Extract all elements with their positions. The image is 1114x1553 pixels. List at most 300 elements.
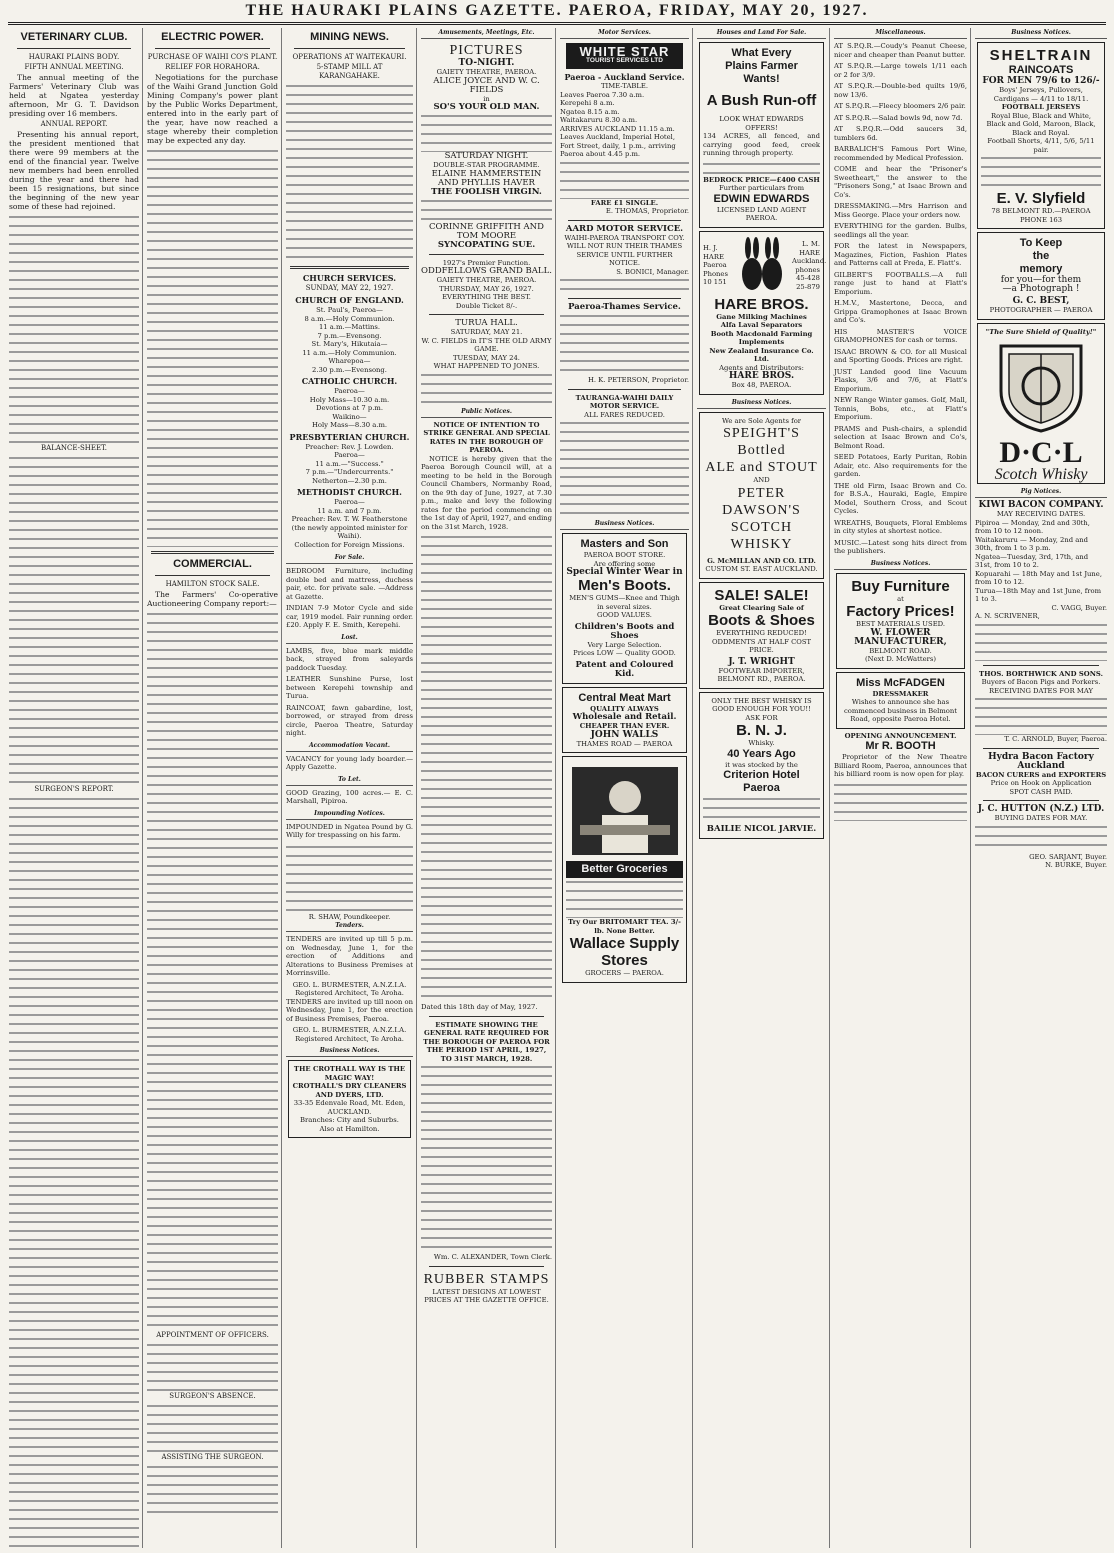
ad-line: PETER DAWSON'S	[722, 485, 801, 518]
ad-line: Paeroa	[743, 782, 780, 794]
central-meat-ad	[562, 687, 687, 754]
misc-ad-item: JUST Landed good line Vacuum Flasks, 3/6 and 7/6, at Flatt's Emporium.	[834, 367, 967, 393]
body-text-block	[975, 823, 1107, 853]
body-text-block	[9, 795, 139, 1548]
misc-ad-item: MUSIC.—Latest song hits direct from the publishers.	[834, 538, 967, 555]
ad-line: DRESSMAKER	[872, 689, 929, 698]
misc-ad-item: DRESSMAKING.—Mrs Harrison and Miss George. Place your orders now.	[834, 202, 967, 219]
church-line: 7 p.m.—"Undercurrents."	[305, 468, 394, 476]
ad-line: JOHN WALLS	[590, 729, 659, 740]
film-stars: ALICE JOYCE AND W. C. FIELDS	[433, 75, 540, 95]
article-text: Presenting his annual report, the president mentioned that there were 99 members at the end of the financial year. Twelve new members had been enrolled during the year and there had been 15 resignations, but since the beginning of the new year some of these had rejoined.	[9, 130, 139, 211]
wallace-ad	[562, 756, 687, 983]
ad-line: (Next D. McWatters)	[865, 655, 936, 663]
ad-line: SPEIGHT'S	[723, 426, 800, 441]
subhead: ANNUAL REPORT.	[40, 120, 108, 128]
ad-line: LOOK WHAT EDWARDS OFFERS!	[719, 115, 804, 132]
misc-ad-item: AT S.P.Q.R.—Salad bowls 9d, now 7d.	[834, 113, 963, 122]
saturday-night: SATURDAY NIGHT.	[444, 151, 529, 161]
ad-line: memory	[1019, 263, 1063, 275]
misc-ad-item: WREATHS, Bouquets, Floral Emblems in city styles at shortest notice.	[834, 518, 967, 535]
church-services-title: CHURCH SERVICES.	[302, 273, 397, 283]
church-line: Paeroa—	[334, 451, 365, 459]
buyer: A. N. SCRIVENER,	[975, 612, 1040, 620]
ad-title: A Bush Run-off	[706, 92, 817, 109]
ad-line: Box 48, PAEROA.	[731, 381, 792, 389]
ad-line: SCOTCH WHISKY	[730, 519, 793, 552]
body-text-block	[286, 843, 413, 913]
spot-cash: SPOT CASH PAID.	[1009, 787, 1073, 796]
church-line: Holy Mass—8.30 a.m.	[311, 421, 388, 429]
subhead: APPOINTMENT OF OFFICERS.	[156, 1331, 269, 1339]
misc-ad-item: AT S.P.Q.R.—Large towels 1/11 each or 2 for 3/9.	[834, 62, 967, 79]
ad-line: PHONE 163	[1019, 215, 1063, 224]
section-heading: Tenders.	[286, 921, 413, 932]
column-divider	[555, 28, 556, 1548]
ad-line: Wants!	[743, 73, 780, 85]
ad-line: the	[1032, 250, 1050, 262]
ad-line: Prices LOW — Quality GOOD.	[573, 649, 676, 657]
ad-line: BELMONT ROAD.	[869, 646, 932, 655]
column-divider	[142, 28, 143, 1548]
aard-sub: WAIHI-PAEROA TRANSPORT COY.	[564, 233, 685, 242]
subhead: HAURAKI PLAINS BODY.	[28, 53, 120, 61]
film-title: SO'S YOUR OLD MAN.	[433, 102, 540, 112]
misc-ad-item: BARBALICH'S Famous Port Wine, recommended by Medical Profession.	[834, 145, 967, 162]
body-text-block	[560, 419, 689, 519]
ad-line: EVERYTHING REDUCED!	[716, 629, 807, 637]
shield-icon	[991, 336, 1091, 436]
body-text-block	[421, 1063, 552, 1253]
hare-bros-ad	[699, 231, 827, 395]
edwards-ad	[699, 42, 824, 228]
ad-line: Very Large Selection.	[587, 640, 662, 649]
misc-ad-item: H.M.V., Mastertone, Decca, and Grippa Gramophones at Isaac Brown and Co's.	[834, 299, 967, 324]
ad-line: Children's Boots and Shoes	[574, 621, 675, 641]
ad-line: Booth Macdonald Farming Implements	[710, 329, 813, 346]
double-star: DOUBLE-STAR PROGRAMME.	[433, 161, 540, 169]
headline-electric: ELECTRIC POWER.	[161, 31, 264, 43]
proprietor: E. THOMAS, Proprietor.	[605, 207, 689, 215]
ad-line: J. T. WRIGHT	[728, 656, 795, 667]
ad-line: E. V. Slyfield	[996, 190, 1086, 207]
church-heading: PRESBYTERIAN CHURCH.	[289, 431, 410, 442]
subhead: HAMILTON STOCK SALE.	[165, 580, 260, 588]
kiwi-line: Ngatea—Tuesday, 3rd, 17th, and 31st, from 10 to 2.	[975, 552, 1089, 569]
subhead: BALANCE-SHEET.	[41, 444, 107, 452]
subhead: RELIEF FOR HORAHORA.	[165, 63, 260, 71]
ad-line: To Keep	[1019, 237, 1063, 249]
ad-line: New Zealand Insurance Co. Ltd.	[709, 346, 814, 363]
ad-line: Wishes to announce she has commenced business in Belmont Road, opposite Paeroa Hotel.	[843, 698, 957, 723]
ad-line: ODDMENTS AT HALF COST PRICE.	[711, 637, 812, 654]
masters-ad	[562, 533, 687, 684]
ad-title: Central Meat Mart	[578, 691, 671, 704]
misc-ad-item: GILBERT'S FOOTBALLS.—A full range just to hand at Flatt's Emporium.	[834, 270, 967, 296]
section-heading: Impounding Notices.	[286, 809, 413, 820]
ad-line: W. FLOWER	[870, 627, 931, 638]
ad-title: HARE BROS.	[714, 295, 809, 313]
section-heading: Motor Services.	[560, 28, 689, 39]
ad-line: BAILIE NICOL JARVIE.	[706, 824, 817, 834]
church-line: 11 a.m. and 7 p.m.	[317, 506, 382, 515]
ad-line: Wholesale and Retail.	[572, 712, 677, 722]
subhead: PURCHASE OF WAIHI CO'S PLANT.	[147, 53, 278, 61]
headline-commercial: COMMERCIAL.	[173, 558, 252, 570]
fare: FARE £1 SINGLE.	[590, 198, 659, 207]
ad-line: Scotch Whisky	[994, 466, 1088, 483]
turua-hall: TURUA HALL.	[455, 318, 518, 328]
ad-line: ONLY THE BEST WHISKY IS GOOD ENOUGH FOR YOU!!	[711, 696, 812, 713]
ball-theatre: GAIETY THEATRE, PAEROA.	[436, 276, 537, 284]
hutton-title: J. C. HUTTON (N.Z.) LTD.	[977, 804, 1105, 814]
ad-branches: Branches: City and Suburbs. Also at Hamilton.	[300, 1116, 399, 1133]
film-title: SYNCOPATING SUE.	[437, 239, 536, 250]
church-line: Paeroa—	[334, 498, 365, 506]
body-text-block	[421, 533, 552, 1003]
church-line: 11 a.m.—"Success."	[315, 459, 384, 468]
column-divider	[829, 28, 830, 1548]
section-heading: Lost.	[286, 633, 413, 644]
section-heading: For Sale.	[286, 553, 413, 564]
ad-line: RAINCOATS	[1008, 64, 1074, 76]
ad-title: B. N. J.	[736, 722, 787, 739]
timetable-line: Ngatea 8.15 a.m.	[560, 107, 620, 116]
church-line: Holy Mass—10.30 a.m.	[309, 395, 390, 404]
ad-title: THE CROTHALL WAY IS THE MAGIC WAY!	[293, 1065, 406, 1082]
ball-title: ODDFELLOWS GRAND BALL.	[421, 266, 552, 276]
kiwi-line: Kopuarahi — 18th May and 1st June, from 10 to 12.	[975, 569, 1102, 586]
column-business	[972, 28, 1110, 1548]
tw-title: TAURANGA-WAIHI DAILY MOTOR SERVICE.	[575, 393, 674, 410]
church-heading: CATHOLIC CHURCH.	[301, 376, 398, 386]
premiere: 1927's Premier Function.	[442, 258, 531, 267]
price-hook: Price on Hook on Application	[990, 779, 1092, 787]
ad-line: BEST MATERIALS USED.	[855, 620, 946, 628]
church-line: 7 p.m.—Evensong.	[317, 331, 382, 340]
body-text-block	[703, 160, 820, 176]
ad-line: LICENSED LAND AGENT PAEROA.	[716, 205, 807, 222]
body-text-block	[9, 454, 139, 784]
ad-sub: PAEROA BOOT STORE.	[583, 551, 666, 559]
ad-line: AND	[753, 476, 770, 484]
town-clerk: Wm. C. ALEXANDER, Town Clerk.	[433, 1253, 552, 1261]
classified-ad: IMPOUNDED in Ngatea Pound by G. Willy for trespassing on his farm.	[286, 822, 413, 839]
classified-ad: LEATHER Sunshine Purse, lost between Kerepehi township and Turua.	[286, 675, 413, 700]
church-line: 11 a.m.—Holy Communion.	[302, 348, 397, 357]
ad-line: Criterion Hotel	[723, 769, 800, 781]
body-text-block	[147, 1402, 278, 1452]
slyfield-ad	[977, 42, 1105, 229]
grocer-illustration	[570, 765, 680, 857]
kiwi-line: Waitakaruru — Monday, 2nd and 30th, from 1 to 3 p.m.	[975, 535, 1089, 552]
masthead: THE HAURAKI PLAINS GAZETTE. PAEROA, FRIDAY, MAY 20, 1927.	[245, 2, 869, 19]
ad-line: Plains Farmer	[725, 60, 798, 72]
church-line: Wharepoa—	[328, 357, 371, 365]
body-text-block	[834, 781, 967, 821]
ad-line: Are offering some	[593, 559, 656, 568]
column-misc	[831, 28, 970, 1548]
subhead: OPERATIONS AT WAITEKAURI.	[292, 53, 407, 61]
buyer: T. C. ARNOLD, Buyer, Paeroa.	[1004, 735, 1107, 743]
column-electric	[144, 28, 281, 1548]
hare-icon	[732, 236, 792, 296]
body-text-block	[981, 154, 1101, 190]
church-heading: METHODIST CHURCH.	[297, 487, 402, 497]
signature: GEO. L. BURMESTER, A.N.Z.I.A. Registered Architect, Te Aroha.	[292, 1026, 407, 1043]
misc-ad-item: ISAAC BROWN & CO. for all Musical and Sporting Goods. Prices are right.	[834, 347, 967, 364]
headline-mining: MINING NEWS.	[310, 31, 389, 43]
signature: R. SHAW, Poundkeeper.	[308, 912, 391, 921]
misc-ad-item: PRAMS and Push-chairs, a splendid selection at Isaac Brown and Co's, Belmont Road.	[834, 424, 967, 450]
church-line: St. Mary's, Hikutaia—	[311, 340, 388, 348]
buyer: N. BURKE, Buyer.	[1045, 861, 1107, 869]
church-line: 8 a.m.—Holy Communion.	[304, 314, 395, 323]
wright-ad	[699, 582, 824, 689]
mcmillan-ad	[699, 412, 824, 579]
ad-line: GOOD VALUES.	[597, 611, 652, 619]
section-heading: Miscellaneous.	[834, 28, 967, 39]
section-heading: Business Notices.	[834, 559, 967, 570]
classified-ad: INDIAN 7-9 Motor Cycle and side car, 1919 model. Fair running order. £20. Apply F. E. Smith, Kerepehi.	[286, 604, 413, 629]
column-divider	[692, 28, 693, 1548]
section-heading: Public Notices.	[421, 407, 552, 418]
church-line: 2.30 p.m.—Evensong.	[312, 365, 387, 374]
estimate-title: ESTIMATE SHOWING THE GENERAL RATE REQUIRED FOR THE BOROUGH OF PAEROA FOR THE PERIOD 1ST APRIL, 1927, TO 31ST MARCH, 1928.	[423, 1020, 550, 1063]
ad-line: Alfa Laval Separators	[720, 321, 803, 329]
hydra-title: Hydra Bacon Factory Auckland	[988, 751, 1094, 771]
ad-title: D·C·L	[999, 436, 1083, 469]
column-divider	[416, 28, 417, 1548]
section-heading: Business Notices.	[560, 519, 689, 530]
church-line: Collection for Foreign Missions.	[294, 540, 405, 549]
ad-line: Men's Boots.	[578, 577, 671, 594]
theatre-name: GAIETY THEATRE, PAEROA.	[436, 68, 537, 76]
body-text-block	[147, 610, 278, 1330]
ad-line: G. McMILLAN AND CO. LTD.	[707, 556, 816, 565]
ad-line: 40 Years Ago	[727, 747, 796, 760]
pt-title: Paeroa-Thames Service.	[568, 302, 681, 312]
kiwi-line: Turua—18th May and 1st June, from 1 to 3.	[975, 586, 1102, 603]
classified-ad: RAINCOAT, fawn gabardine, lost, borrowed, or strayed from dress circle, Paeroa Theatre, Saturday night.	[286, 703, 413, 737]
section-heading: Business Notices.	[975, 28, 1107, 39]
ad-line: Bottled	[737, 443, 786, 458]
service-title: Paeroa - Auckland Service.	[564, 72, 685, 82]
classified-ad: VACANCY for young lady boarder.—Apply Gazette.	[286, 754, 413, 771]
body-text-block	[421, 112, 552, 152]
ad-address: 33-35 Edenvale Road, Mt. Eden, AUCKLAND.	[293, 1099, 406, 1116]
film-in: in	[483, 94, 490, 103]
misc-ad-item: HIS MASTER'S VOICE GRAMOPHONES for cash or terms.	[834, 327, 967, 344]
crothall-ad	[288, 1060, 411, 1138]
church-line: Paeroa—	[334, 387, 365, 395]
column-mining	[283, 28, 416, 1548]
turua-film: WHAT HAPPENED TO JONES.	[433, 362, 540, 370]
ad-line: Special Winter Wear in	[566, 567, 683, 577]
film-stars: CORINNE GRIFFITH AND TOM MOORE	[429, 221, 544, 241]
classified-ad: GOOD Grazing, 100 acres.— E. C. Marshall, Pipiroa.	[286, 788, 413, 805]
buyer: C. VAGG, Buyer.	[1051, 603, 1107, 612]
classified-ad: TENDERS are invited up till noon on Wednesday, June 1, for the erection of Business Premises, Paeroa.	[286, 997, 413, 1023]
section-heading: Pig Notices.	[975, 487, 1107, 498]
notice-text: NOTICE is hereby given that the Paeroa Borough Council will, at a meeting to be held in the Borough Council Chambers, Normanby Road, on the 9th day of June, 1927, at 7.30 p.m., make and levy the following rates for the period commencing on the 1st day of April, 1927, and ending on the 31st March, 1928.	[421, 454, 552, 531]
misc-list	[834, 42, 967, 556]
booth-text: Proprietor of the New Theatre Billiard Room, Paeroa, announces that his billiard room is now open for play.	[834, 753, 967, 778]
column-divider	[970, 28, 971, 1548]
body-text-block	[147, 1463, 278, 1513]
ad-title: Miss McFADGEN	[856, 676, 945, 689]
misc-ad-item: AT S.P.Q.R.—Fleecy bloomers 2/6 pair.	[834, 102, 966, 110]
notice-title: NOTICE OF INTENTION TO STRIKE GENERAL AND SPECIAL RATES IN THE BOROUGH OF PAEROA.	[423, 420, 550, 454]
classified-ad: BEDROOM Furniture, including double bed and mattress, duchess pair, etc. for private sale. —Address at Gazette.	[286, 567, 413, 601]
subhead: SURGEON'S ABSENCE.	[169, 1392, 256, 1400]
misc-ad-item: COME and hear the "Prisoner's Sweetheart," the answer to the "Prisoners Song," at Isaac Brown and Co's.	[834, 165, 967, 199]
film-title: THE FOOLISH VIRGIN.	[431, 186, 542, 197]
article-text: Negotiations for the purchase of the Waihi Grand Junction Gold Mining Company's power plant by the Public Works Department, entered into in the early part of the year, have now reached a stage whereby their completion may be expected any day.	[147, 73, 278, 145]
rubber-sub: LATEST DESIGNS AT LOWEST PRICES AT THE GAZETTE OFFICE.	[424, 1287, 549, 1304]
receiving-dates: RECEIVING DATES FOR MAY	[988, 686, 1093, 695]
body-text-block	[560, 276, 689, 294]
ad-line: EDWIN EDWARDS	[713, 192, 810, 205]
ad-line: Factory Prices!	[846, 603, 955, 620]
ad-line: G. C. BEST,	[1012, 296, 1070, 306]
ad-line: FOOTBALL JERSEYS	[1001, 103, 1081, 111]
ad-line: MANUFACTURER,	[854, 636, 947, 647]
timetable-line: Kerepehi 8 a.m.	[560, 99, 615, 107]
body-text-block	[421, 371, 552, 407]
column-divider	[281, 28, 282, 1548]
timetable-line: Leaves Auckland, Imperial Hotel, Fort Street, daily, 1 p.m., arriving Paeroa about 4.45 p.m.	[560, 133, 676, 158]
body-text-block	[421, 197, 552, 223]
classified-ad: TENDERS are invited up till 5 p.m. on Wednesday, June 1, for the erection of Additions and Alterations to Business Premises at Morrinsville.	[286, 935, 413, 977]
church-line: Devotions at 7 p.m.	[316, 404, 383, 412]
misc-ad-item: SEED Potatoes, Early Puritan, Robin Adair, etc. Also requirements for the garden.	[834, 453, 967, 478]
subhead: 5-STAMP MILL AT KARANGAHAKE.	[316, 63, 383, 80]
article-text: The Farmers' Co-operative Auctioneering Company report:—	[147, 590, 278, 608]
church-line: Netherton—2.30 p.m.	[312, 476, 387, 485]
ad-line: at	[897, 594, 904, 603]
ad-line: FOR MEN 79/6 to 126/-	[982, 76, 1100, 86]
ad-line: PHOTOGRAPHER — PAEROA	[989, 306, 1093, 314]
tonight: TO-NIGHT.	[458, 58, 515, 68]
body-text-block	[560, 159, 689, 199]
church-line: Preacher: Rev. J. Lowden.	[305, 442, 394, 451]
kiwi-line: Pipiroa — Monday, 2nd and 30th, from 10 to 12 noon.	[975, 518, 1090, 535]
ad-line: Whisky.	[748, 739, 775, 747]
ad-line: it was stocked by the	[725, 760, 798, 769]
ad-title: Masters and Son	[580, 538, 669, 550]
body-text-block	[9, 213, 139, 443]
rubber-stamps: RUBBER STAMPS	[423, 1271, 550, 1287]
subhead: ASSISTING THE SURGEON.	[161, 1453, 264, 1461]
section-heading: Accommodation Vacant.	[286, 741, 413, 752]
flower-ad	[836, 573, 965, 669]
ad-line: 78 BELMONT RD.—PAEROA	[991, 207, 1091, 215]
timetable-line: Leaves Paeroa 7.30 a.m.	[560, 90, 645, 99]
masthead-rule	[8, 22, 1106, 25]
misc-ad-item: NEW Range Winter games. Golf, Mall, Tennis, Bobs, etc., at Flatt's Emporium.	[834, 396, 967, 421]
tw-fares: ALL FARES REDUCED.	[584, 410, 665, 419]
body-text-block	[147, 1341, 278, 1391]
ad-line: "The Sure Shield of Quality!"	[985, 327, 1097, 336]
ball-line: EVERYTHING THE BEST.	[442, 293, 531, 301]
misc-ad-item: AT S.P.Q.R.—Coudy's Peanut Cheese, nicer and cheaper than Peanut butter.	[834, 42, 967, 59]
column-veterinary	[6, 28, 142, 1548]
ad-line: ALE and STOUT	[705, 460, 818, 475]
ad-line: Agents and Distributors:	[719, 363, 804, 372]
film-stars: ELAINE HAMMERSTEIN AND PHYLLIS HAVER	[431, 168, 542, 188]
ad-line: 134 ACRES, all fenced, and carrying good feed, creek running through property.	[703, 132, 820, 157]
ad-line: Patent and Coloured Kid.	[575, 659, 674, 679]
turua-film: W. C. FIELDS in IT'S THE OLD ARMY GAME.	[421, 336, 552, 353]
misc-ad-item: THE old Firm, Isaac Brown and Co. for B.S.A., Hauraki, Eagle, Empire Model, Southern Cross, and Scout Cycles.	[834, 481, 967, 515]
column-amusements	[418, 28, 555, 1548]
ad-line: Boys' Jerseys, Pullovers, Cardigans — 4/11 to 18/11.	[993, 86, 1089, 103]
body-text-block	[703, 795, 820, 825]
section-heading: Business Notices.	[286, 1046, 413, 1057]
church-line: 11 a.m.—Mattins.	[318, 323, 381, 331]
white-star-logo	[566, 43, 683, 69]
misc-ad-item: AT S.P.Q.R.—Double-bed quilts 19/6, now 13/6.	[834, 82, 967, 99]
body-text-block	[286, 82, 413, 262]
section-heading: To Let.	[286, 775, 413, 786]
ad-line: Football Shorts, 4/11, 5/6, 5/11 pair.	[987, 137, 1095, 154]
subhead: SURGEON'S REPORT.	[34, 785, 114, 793]
manager: S. BONICI, Manager.	[616, 267, 689, 276]
ad-line: Wallace Supply Stores	[569, 935, 680, 969]
kiwi-receiving: MAY RECEIVING DATES.	[996, 510, 1086, 518]
bacon-curers: BACON CURERS and EXPORTERS	[975, 770, 1107, 779]
church-heading: CHURCH OF ENGLAND.	[295, 295, 404, 305]
booth-name: Mr R. BOOTH	[865, 740, 936, 752]
ad-line: What Every	[731, 47, 792, 59]
ad-title: Buy Furniture	[851, 577, 950, 595]
logo-text: WHITE STAR	[579, 44, 670, 59]
body-text-block	[566, 878, 683, 918]
section-heading: Business Notices.	[697, 398, 826, 409]
subhead: FIFTH ANNUAL MEETING.	[24, 63, 124, 71]
ad-line: Gane Milking Machines	[716, 312, 807, 321]
body-text-block	[975, 695, 1107, 735]
ad-line: Try Our BRITOMART TEA. 3/- lb. None Better.	[568, 918, 681, 935]
misc-ad-item: EVERYTHING for the garden. Bulbs, seedlings all the year.	[834, 222, 967, 239]
classified-ad: LAMBS, five, blue mark middle back, strayed from saleyards paddock Tuesday.	[286, 646, 413, 672]
aard-line: WILL NOT RUN THEIR THAMES SERVICE UNTIL FURTHER NOTICE.	[566, 242, 683, 267]
ad-name: CROTHALL'S DRY CLEANERS AND DYERS, LTD.	[292, 1082, 407, 1099]
ad-line: for you—for them	[1000, 275, 1082, 285]
ad-line: CUSTOM ST. EAST AUCKLAND.	[705, 565, 818, 573]
ball-ticket: Double Ticket 8/-.	[455, 301, 518, 310]
column-houses	[694, 28, 829, 1548]
section-heading: Houses and Land For Sale.	[697, 28, 826, 39]
ad-line: FOOTWEAR IMPORTER, BELMONT RD., PAEROA.	[717, 666, 806, 683]
logo-subtext: TOURIST SERVICES LTD	[586, 57, 663, 64]
misc-ad-item: AT S.P.Q.R.—Odd saucers 3d, tumblers 6d.	[834, 125, 967, 142]
ad-line: MEN'S GUMS—Knee and Thigh in several sizes.	[569, 594, 680, 611]
kiwi-title: KIWI BACON COMPANY.	[978, 500, 1104, 510]
signature: GEO. L. BURMESTER, A.N.Z.I.A. Registered Architect, Te Aroha.	[292, 980, 407, 997]
ad-line: HARE BROS.	[728, 371, 795, 381]
column-motor	[557, 28, 692, 1548]
notice-dated: Dated this 18th day of May, 1927.	[421, 1003, 538, 1011]
ad-line: GROCERS — PAEROA.	[585, 969, 664, 977]
pictures-title: PICTURES	[449, 43, 524, 58]
timetable-line: ARRIVES AUCKLAND 11.15 a.m.	[560, 124, 675, 133]
ad-line: Royal Blue, Black and White, Black and Gold, Maroon, Black, Black and Royal.	[986, 111, 1096, 137]
ad-title: Better Groceries	[566, 861, 683, 878]
buying-dates: BUYING DATES FOR MAY.	[994, 814, 1088, 822]
borthwick-sub: Buyers of Bacon Pigs and Porkers.	[981, 678, 1101, 686]
